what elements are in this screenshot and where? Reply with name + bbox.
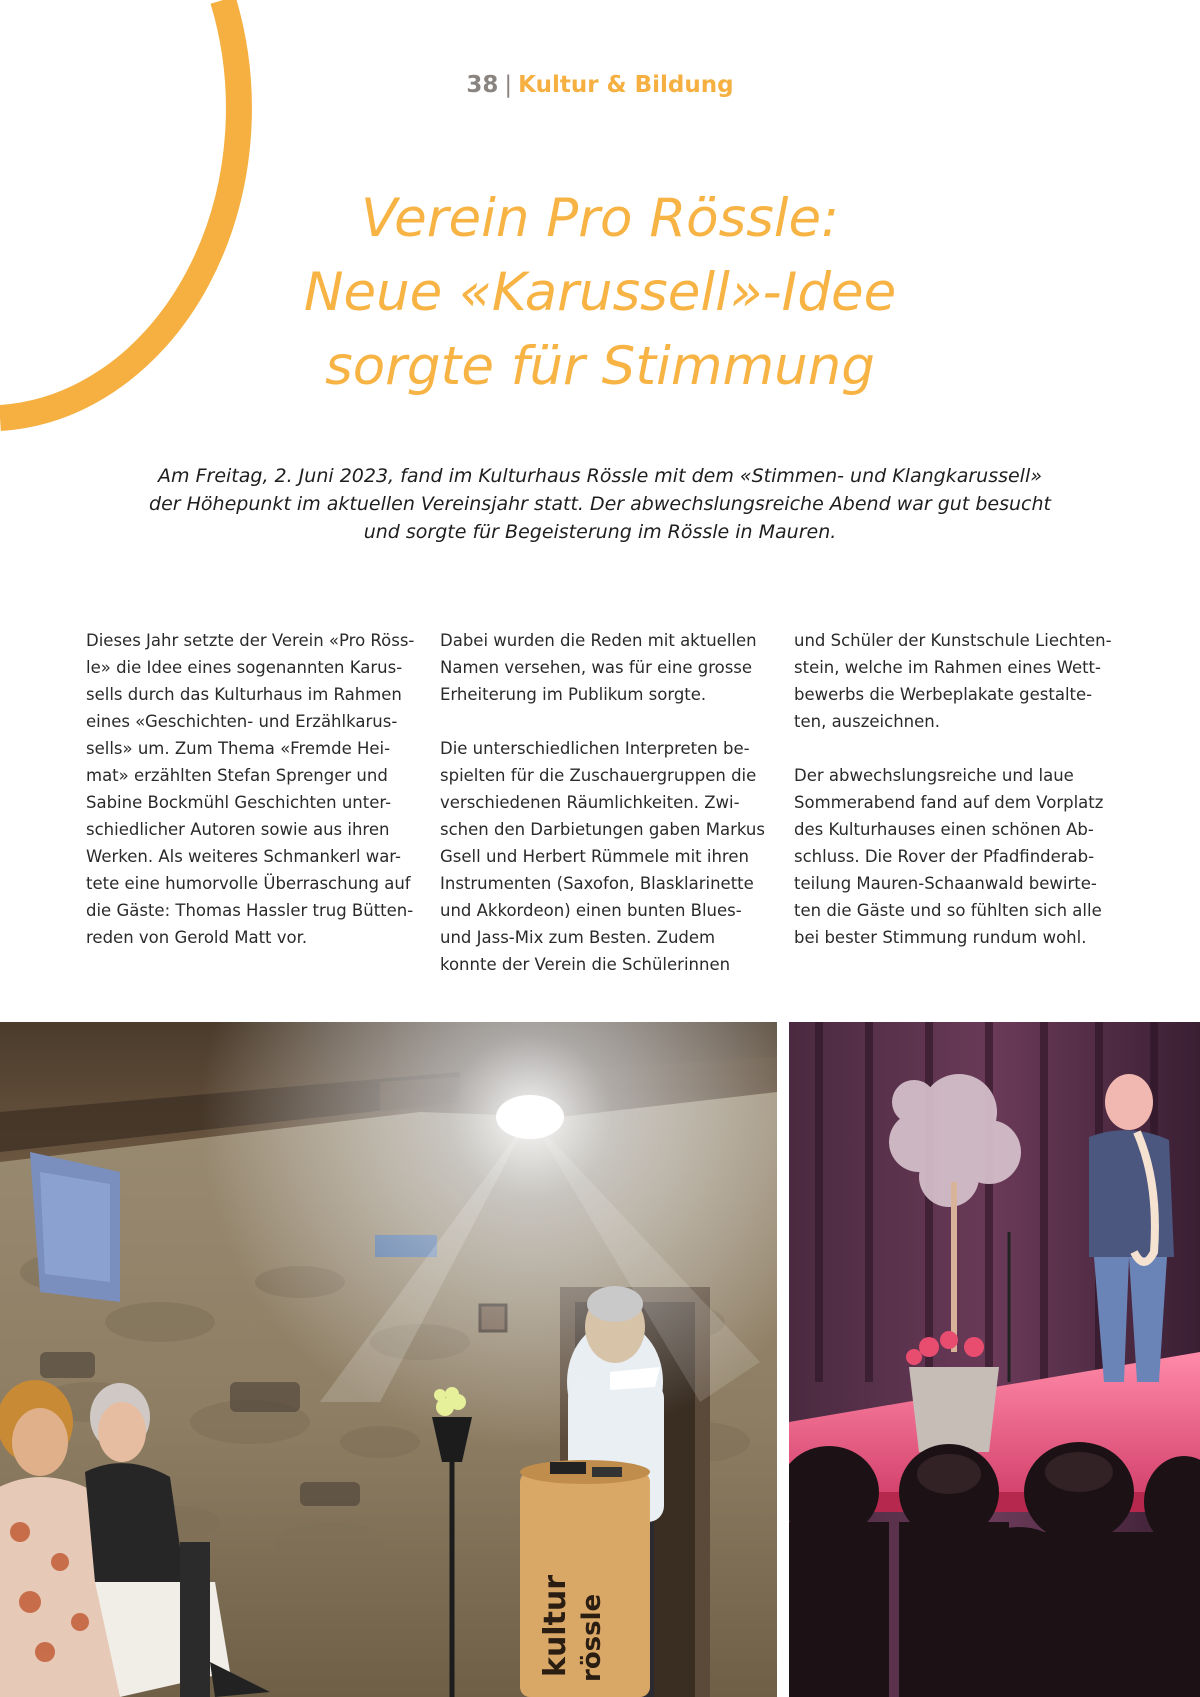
body-line: Dabei wurden die Reden mit aktuellen [440,631,757,650]
body-line: sells» um. Zum Thema «Fremde Hei- [86,739,391,758]
body-line: und Jass-Mix zum Besten. Zudem [440,928,716,947]
body-line: bewerbs die Werbeplakate gestalte- [794,685,1093,704]
body-line: teilung Mauren-Schaanwald bewirte- [794,874,1097,893]
page-header [0,72,1200,98]
body-paragraph [794,627,1120,735]
lectern-logo-text: rössle [577,1593,607,1682]
headline-line: Neue «Karussell»-Idee [303,262,897,323]
body-line: verschiedenen Räumlichkeiten. Zwi- [440,793,740,812]
body-line: Erheiterung im Publikum sorgte. [440,685,707,704]
page-number: 38 [466,72,499,98]
body-line: Sabine Bockmühl Geschichten unter- [86,793,392,812]
photo-cellar-reading [0,1022,777,1697]
lead-line: der Höhepunkt im aktuellen Vereinsjahr statt. Der abwechslungsreiche Abend war gut besucht [149,493,1051,515]
lectern-logo-text: kultur [538,1574,573,1677]
body-column-2 [440,627,766,1005]
body-line: tete eine humorvolle Überraschung auf [86,874,411,893]
article-lead [120,462,1080,546]
article-headline [200,182,1000,404]
lead-line: Am Freitag, 2. Juni 2023, fand im Kulturhaus Rössle mit dem «Stimmen- und Klangkarussell» [158,465,1042,487]
body-line: eines «Geschichten- und Erzählkarus- [86,712,398,731]
headline-line: Verein Pro Rössle: [360,188,839,249]
body-line: konnte der Verein die Schülerinnen [440,955,731,974]
body-line: Gsell und Herbert Rümmele mit ihren [440,847,749,866]
lead-line: und sorgte für Begeisterung im Rössle in Mauren. [363,521,837,543]
body-line: Die unterschiedlichen Interpreten be- [440,739,750,758]
body-column-1 [86,627,415,978]
header-separator: | [504,72,513,98]
body-line: schen den Darbietungen gaben Markus [440,820,765,839]
body-paragraph [440,627,766,708]
body-line: und Akkordeon) einen bunten Blues- [440,901,742,920]
photo-stage-saxophonist [789,1022,1200,1697]
headline-line: sorgte für Stimmung [325,336,875,397]
body-line: bei bester Stimmung rundum wohl. [794,928,1087,947]
body-line: spielten für die Zuschauergruppen die [440,766,757,785]
body-line: Dieses Jahr setzte der Verein «Pro Röss- [86,631,415,650]
body-line: sells durch das Kulturhaus im Rahmen [86,685,402,704]
body-paragraph [86,627,415,951]
body-line: des Kulturhauses einen schönen Ab- [794,820,1094,839]
body-line: Der abwechslungsreiche und laue [794,766,1074,785]
body-line: reden von Gerold Matt vor. [86,928,308,947]
body-line: Sommerabend fand auf dem Vorplatz [794,793,1104,812]
body-paragraph [440,735,766,978]
body-line: stein, welche im Rahmen eines Wett- [794,658,1101,677]
body-line: ten, auszeichnen. [794,712,940,731]
body-column-3 [794,627,1120,978]
body-line: mat» erzählten Stefan Sprenger und [86,766,388,785]
body-line: die Gäste: Thomas Hassler trug Bütten- [86,901,414,920]
body-line: und Schüler der Kunstschule Liechten- [794,631,1112,650]
section-name: Kultur & Bildung [518,72,734,98]
body-line: ten die Gäste und so fühlten sich alle [794,901,1102,920]
body-line: le» die Idee eines sogenannten Karus- [86,658,403,677]
body-line: schiedlicher Autoren sowie aus ihren [86,820,390,839]
body-line: Namen versehen, was für eine grosse [440,658,753,677]
body-paragraph [794,762,1120,951]
body-line: Instrumenten (Saxofon, Blasklarinette [440,874,754,893]
body-line: Werken. Als weiteres Schmankerl war- [86,847,401,866]
body-line: schluss. Die Rover der Pfadfinderab- [794,847,1095,866]
